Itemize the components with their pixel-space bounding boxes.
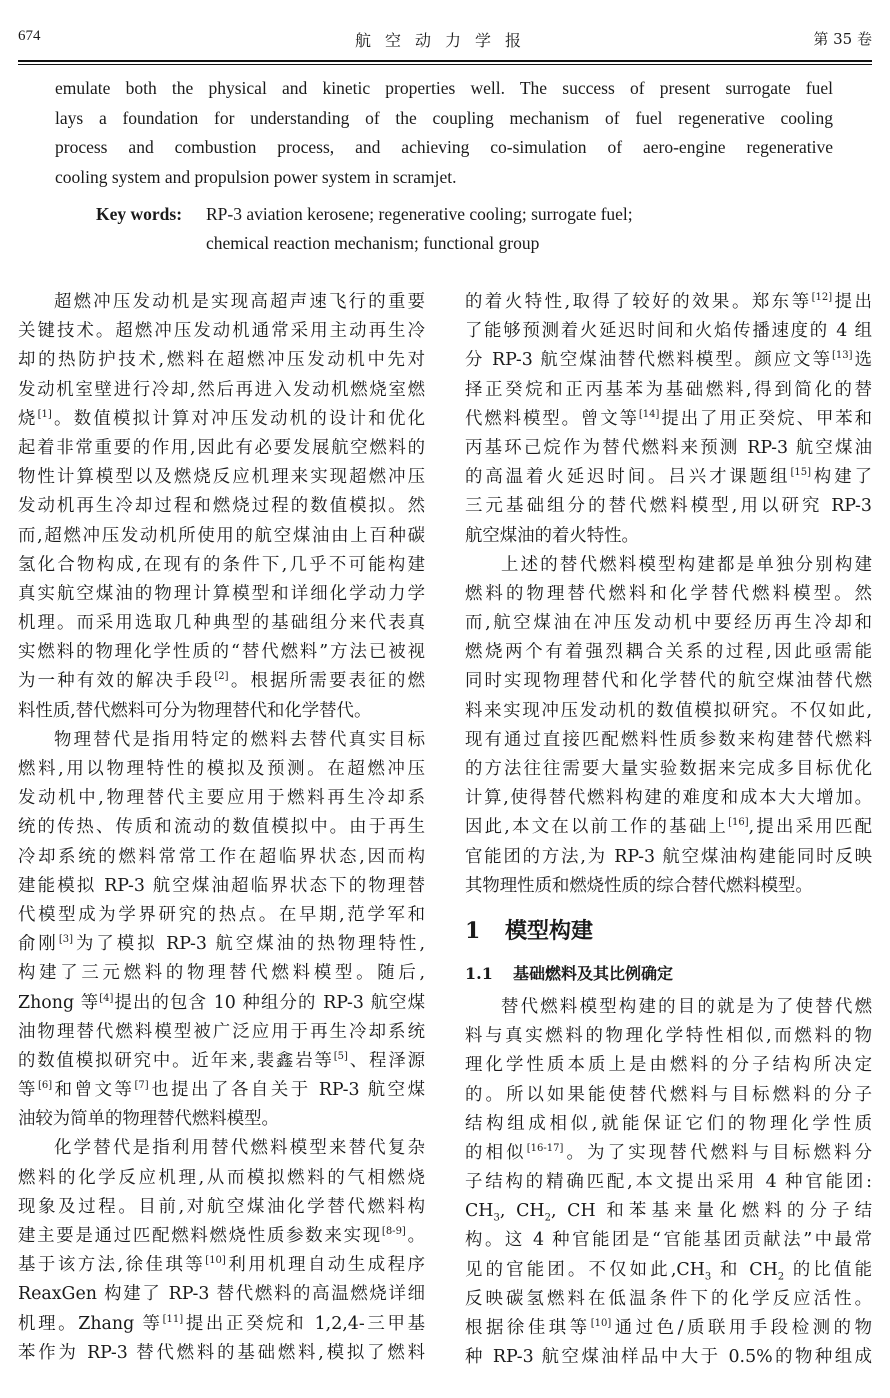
text-line [465, 993, 872, 1022]
volume-label: 第 35 卷 [813, 30, 872, 48]
text-run: 丙基环己烷作为替代燃料来预测 RP-3 航空煤油 [465, 437, 872, 458]
text-line [18, 1076, 425, 1105]
english-abstract [55, 74, 833, 192]
text-line [465, 697, 872, 726]
text-line [465, 813, 872, 842]
text-run: 却的热防护技术,燃料在超燃冲压发动机中先对 [18, 350, 425, 371]
text-run: Zhong 等 [18, 992, 100, 1013]
text-run: 。 [405, 1226, 425, 1246]
text-run: 实燃料的物理化学性质的“替代燃料”方法已被视 [18, 642, 425, 663]
citation-ref: [13] [832, 350, 853, 362]
text-line [465, 1197, 872, 1226]
text-run: 分 RP-3 航空煤油替代燃料模型。颜应文等 [465, 350, 833, 371]
abstract-line: emulate both the physical and kinetic properties well. The success of present surrogate fuel [55, 78, 833, 98]
text-line [465, 1081, 872, 1110]
citation-ref: [2] [214, 671, 229, 683]
text-line [465, 580, 872, 609]
text-run: 的着火特性,取得了较好的效果。郑东等 [465, 292, 812, 312]
subsection-number: 1.1 [465, 963, 493, 983]
text-line [18, 1310, 425, 1339]
text-run: 通过色/质联用手段检测的物 [611, 1318, 872, 1338]
text-run: 建能模拟 RP-3 航空煤油超临界状态下的物理替 [18, 875, 425, 896]
text-run: 因此,本文在以前工作的基础上 [465, 817, 729, 838]
text-run: 发动机室壁进行冷却,然后再进入发动机燃烧室燃 [18, 379, 425, 400]
text-run: , CH 和苯基来量化燃料的分子结 [550, 1201, 872, 1222]
text-run: 燃料的化学反应机理,从而模拟燃料的气相燃烧 [18, 1167, 425, 1188]
text-line [18, 346, 425, 375]
text-run: ReaxGen 构建了 RP-3 替代燃料的高温燃烧详细 [18, 1284, 425, 1305]
right-column-body [465, 993, 872, 1372]
subscript: 2 [777, 1271, 785, 1283]
text-run: 。为了实现替代燃料与目标燃料分 [563, 1142, 872, 1163]
text-line [465, 1285, 872, 1314]
text-run: 发动机中,物理替代主要应用于燃料再生冷却系 [18, 788, 425, 809]
text-run: 燃烧两个有着强烈耦合关系的过程,因此亟需能 [465, 642, 872, 663]
text-run: 利用机理自动生成程序 [225, 1255, 425, 1276]
citation-ref: [10] [205, 1255, 226, 1267]
text-line [465, 1168, 872, 1197]
text-line [18, 989, 425, 1018]
text-line [465, 522, 872, 551]
text-line [18, 463, 425, 492]
text-run: CH [465, 1201, 494, 1222]
text-run: 构建了三元燃料的物理替代燃料模型。随后, [18, 963, 425, 984]
text-line [465, 638, 872, 667]
subsection-heading [465, 955, 872, 993]
citation-ref: [15] [790, 467, 811, 479]
text-line [18, 667, 425, 696]
text-line [18, 959, 425, 988]
text-line [18, 872, 425, 901]
text-line [465, 1051, 872, 1080]
text-line [18, 580, 425, 609]
text-run: 其物理性质和燃烧性质的综合替代燃料模型。 [465, 875, 813, 896]
text-run: 理化学性质本质上是由燃料的分子结构所决定 [465, 1055, 872, 1076]
text-line [465, 872, 872, 901]
text-line [465, 551, 872, 580]
text-line [18, 1222, 425, 1251]
text-line [465, 492, 872, 521]
text-run: 而,航空煤油在冲压发动机中要经历再生冷却和 [465, 613, 872, 634]
text-run: 物性计算模型以及燃烧反应机理来实现超燃冲压 [18, 467, 425, 488]
section-title: 模型构建 [505, 917, 594, 944]
right-column-intro [465, 288, 872, 901]
text-run: 关键技术。超燃冲压发动机通常采用主动再生冷 [18, 321, 425, 342]
text-line [465, 1343, 872, 1372]
text-line [465, 609, 872, 638]
text-line [18, 930, 425, 959]
text-run: 俞刚 [18, 934, 59, 955]
header-rule-thick [18, 60, 872, 62]
text-run: 代燃料模型。曾文等 [465, 408, 639, 429]
citation-ref: [3] [58, 934, 73, 946]
text-run: 提出 [832, 292, 872, 312]
section-heading [465, 907, 872, 955]
text-line [465, 667, 872, 696]
text-run: 化学替代是指利用替代燃料模型来替代复杂 [54, 1138, 425, 1159]
text-run: 提出了用正癸烷、甲苯和 [659, 408, 872, 429]
text-run: , CH [499, 1201, 545, 1222]
text-run: 和曾文等 [52, 1080, 135, 1101]
text-run: 现有通过直接匹配燃料性质参数来构建替代燃料 [465, 729, 872, 750]
text-line [465, 376, 872, 405]
keywords-line-1: RP-3 aviation kerosene; regenerative cooling; surrogate fuel; [206, 204, 633, 224]
text-line [18, 1105, 425, 1134]
text-run: 根据徐佳琪等 [465, 1318, 591, 1338]
text-run: 统的传热、传质和流动的数值模拟中。由于再生 [18, 817, 425, 838]
text-line [465, 405, 872, 434]
text-run: 等 [18, 1080, 38, 1101]
text-run: 的方法往往需要大量实验数据来完成多目标优化 [465, 759, 872, 779]
text-line [18, 1339, 425, 1368]
text-run: 的数值模拟研究中。近年来,裴鑫岩等 [18, 1050, 334, 1071]
left-column [18, 288, 425, 1368]
text-run: 油较为简单的物理替代燃料模型。 [18, 1109, 279, 1130]
subscript: 3 [704, 1271, 712, 1283]
text-run: 。根据所需要表征的燃 [228, 671, 425, 692]
text-run: 苯作为 RP-3 替代燃料的基础燃料,模拟了燃料 [18, 1342, 425, 1363]
text-line [18, 697, 425, 726]
text-run: 机理。Zhang 等 [18, 1313, 163, 1334]
text-line [465, 1314, 872, 1343]
text-line [465, 317, 872, 346]
text-run: 择正癸烷和正丙基苯为基础燃料,得到简化的替 [465, 379, 872, 400]
text-line [465, 755, 872, 784]
text-run: 。数值模拟计算对冲压发动机的设计和优化 [51, 408, 425, 429]
citation-ref: [5] [333, 1050, 348, 1062]
text-line [18, 1251, 425, 1280]
text-run: 料来实现冲压发动机的数值模拟研究。不仅如此, [465, 700, 872, 721]
abstract-line: process and combustion process, and achieving co-simulation of aero-engine regenerative [55, 137, 833, 157]
text-run: 替代燃料模型构建的目的就是为了使替代燃 [501, 996, 872, 1017]
text-run: 而,超燃冲压发动机所使用的航空煤油由上百种碳 [18, 525, 425, 546]
text-run: 航空煤油的着火特性。 [465, 525, 639, 546]
text-run: 了能够预测着火延迟时间和火焰传播速度的 4 组 [465, 321, 872, 342]
text-run: 提出正癸烷和 1,2,4-三甲基 [183, 1313, 425, 1334]
text-run: 起着非常重要的作用,因此有必要发展航空燃料的 [18, 437, 425, 458]
text-line [465, 843, 872, 872]
citation-ref: [14] [638, 408, 660, 420]
keywords-line-2: chemical reaction mechanism; functional group [206, 233, 540, 253]
text-run: 构。这 4 种官能团是“官能基团贡献法”中最常 [465, 1230, 872, 1251]
text-line [18, 1280, 425, 1309]
citation-ref: [16-17] [526, 1142, 564, 1154]
text-line [18, 1047, 425, 1076]
citation-ref: [7] [134, 1080, 149, 1092]
text-run: 机理。而采用选取几种典型的基础组分来代表真 [18, 613, 425, 634]
text-line [18, 609, 425, 638]
page-number: 674 [18, 28, 41, 44]
text-run: 冷却系统的燃料常常工作在超临界状态,因而构 [18, 846, 425, 867]
text-line [18, 522, 425, 551]
text-line [18, 317, 425, 346]
text-line [465, 784, 872, 813]
text-run: 建主要是通过匹配燃料燃烧性质参数来实现 [18, 1226, 382, 1246]
text-line [18, 492, 425, 521]
text-run: 的比值能 [784, 1259, 872, 1280]
text-line [465, 434, 872, 463]
text-run: 燃料的物理替代燃料和化学替代燃料模型。然 [465, 583, 872, 604]
text-line [18, 1018, 425, 1047]
text-line [18, 726, 425, 755]
text-line [465, 288, 872, 317]
text-line [465, 726, 872, 755]
citation-ref: [6] [37, 1080, 53, 1092]
text-run: 物理替代是指用特定的燃料去替代真实目标 [54, 729, 425, 750]
text-run: 代模型成为学界研究的热点。在早期,范学军和 [18, 904, 425, 925]
text-run: 的高温着火延迟时间。吕兴才课题组 [465, 467, 791, 488]
text-line [18, 1134, 425, 1163]
text-run: 氢化合物构成,在现有的条件下,几乎不可能构建 [18, 554, 425, 575]
text-run: 上述的替代燃料模型构建都是单独分别构建 [501, 554, 872, 575]
header-rule-thin [18, 64, 872, 65]
text-run: 料与真实燃料的物理化学特性相似,而燃料的物 [465, 1026, 872, 1047]
text-run: 为了模拟 RP-3 航空煤油的热物理特性, [72, 934, 425, 955]
subscript: 2 [544, 1212, 551, 1224]
text-line [465, 1022, 872, 1051]
text-line [18, 813, 425, 842]
text-run: 同时实现物理替代和化学替代的航空煤油替代燃 [465, 671, 872, 692]
text-run: 反映碳氢燃料在低温条件下的化学反应活性。 [465, 1288, 872, 1309]
citation-ref: [12] [811, 292, 833, 303]
text-run: 官能团的方法,为 RP-3 航空煤油构建能同时反映 [465, 846, 872, 867]
citation-ref: [11] [162, 1313, 184, 1325]
text-run: 的相似 [465, 1142, 527, 1163]
citation-ref: [10] [590, 1318, 612, 1329]
text-line [18, 288, 425, 317]
text-line [18, 755, 425, 784]
subsection-title: 基础燃料及其比例确定 [513, 963, 674, 983]
text-run: 和 CH [711, 1259, 778, 1280]
text-run: 见的官能团。不仅如此,CH [465, 1259, 705, 1280]
text-line [18, 1193, 425, 1222]
text-run: 子结构的精确匹配,本文提出采用 4 种官能团: [465, 1172, 872, 1193]
text-run: 为一种有效的解决手段 [18, 671, 215, 692]
citation-ref: [1] [37, 408, 52, 420]
text-run: 真实航空煤油的物理计算模型和详细化学动力学 [18, 583, 425, 604]
abstract-line: cooling system and propulsion power system in scramjet. [55, 166, 457, 187]
text-run: 、程泽源 [347, 1050, 425, 1071]
text-run: 燃料,用以物理特性的模拟及预测。在超燃冲压 [18, 759, 425, 779]
text-line [465, 1139, 872, 1168]
text-line [18, 784, 425, 813]
text-run: 构建了 [810, 467, 872, 488]
text-run: 结构组成相似,就能保证它们的物理化学性质 [465, 1113, 872, 1134]
text-run: 现象及过程。目前,对航空煤油化学替代燃料构 [18, 1196, 425, 1217]
journal-title: 航空动力学报 [354, 31, 535, 50]
text-run: 提出的包含 10 种组分的 RP-3 航空煤 [113, 992, 425, 1013]
text-run: 种 RP-3 航空煤油样品中大于 0.5%的物种组成 [465, 1347, 872, 1368]
text-line [18, 901, 425, 930]
running-header [18, 28, 872, 56]
text-line [18, 638, 425, 667]
citation-ref: [16] [728, 817, 749, 829]
text-line [465, 346, 872, 375]
text-run: 三元基础组分的替代燃料模型,用以研究 RP-3 [465, 496, 872, 517]
text-line [18, 551, 425, 580]
text-run: 的。所以如果能使替代燃料与目标燃料的分子 [465, 1084, 872, 1105]
text-line [465, 1256, 872, 1285]
text-run: 计算,使得替代燃料构建的难度和成本大大增加。 [465, 788, 872, 809]
text-run: 发动机再生冷却过程和燃烧过程的数值模拟。然 [18, 496, 425, 517]
text-run: 料性质,替代燃料可分为物理替代和化学替代。 [18, 700, 372, 721]
subscript: 3 [493, 1212, 500, 1224]
text-line [18, 405, 425, 434]
text-run: 油物理替代燃料模型被广泛应用于再生冷却系统 [18, 1021, 425, 1042]
right-column [465, 288, 872, 1372]
text-line [18, 1164, 425, 1193]
citation-ref: [8-9] [381, 1226, 406, 1237]
text-run: 选 [852, 350, 872, 371]
citation-ref: [4] [99, 992, 114, 1004]
text-run: 也提出了各自关于 RP-3 航空煤 [148, 1080, 425, 1101]
abstract-line: lays a foundation for understanding of the coupling mechanism of fuel regenerative cooling [55, 107, 833, 128]
text-line [465, 463, 872, 492]
text-run: 烧 [18, 408, 38, 429]
text-line [18, 843, 425, 872]
text-line [465, 1110, 872, 1139]
text-run: ,提出采用匹配 [748, 817, 872, 838]
text-line [18, 434, 425, 463]
text-run: 超燃冲压发动机是实现高超声速飞行的重要 [54, 292, 425, 312]
text-line [18, 376, 425, 405]
section-number: 1 [465, 917, 481, 944]
keywords [96, 200, 633, 258]
text-line [465, 1226, 872, 1255]
keywords-label: Key words: [96, 204, 183, 224]
text-run: 基于该方法,徐佳琪等 [18, 1255, 206, 1276]
